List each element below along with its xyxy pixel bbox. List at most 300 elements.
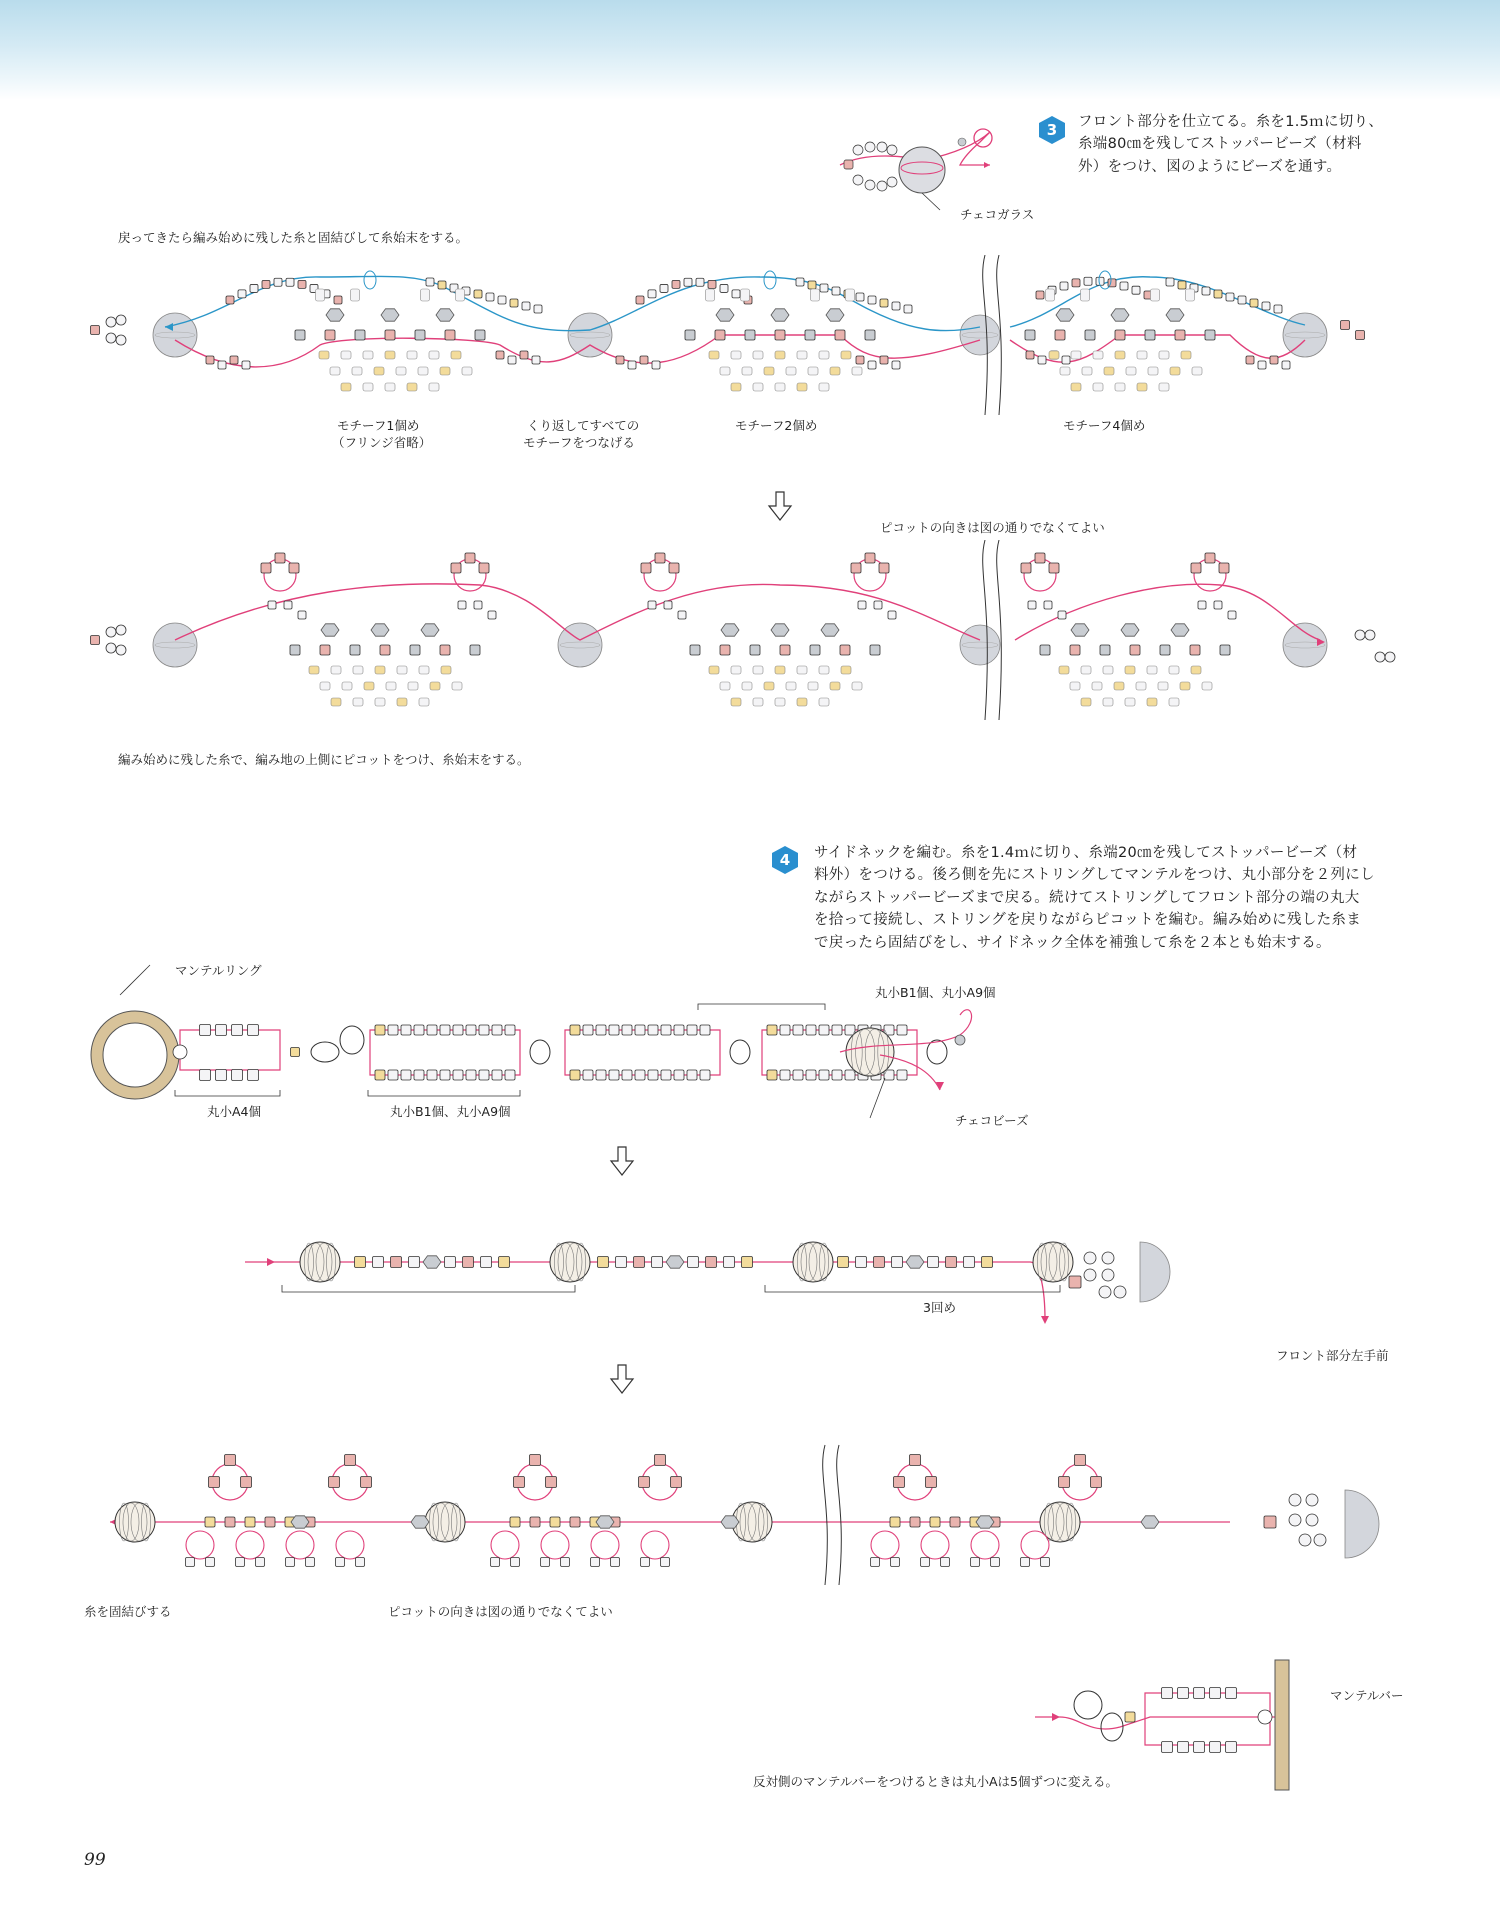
seed-bead xyxy=(397,666,407,674)
seed-bead xyxy=(690,645,700,655)
thread xyxy=(823,1445,828,1585)
seed-bead xyxy=(1085,330,1095,340)
maru-b1-a9-label-top: 丸小B1個、丸小A9個 xyxy=(875,985,996,1000)
step3-badge xyxy=(1037,115,1067,145)
round-bead xyxy=(955,1035,965,1045)
seed-bead xyxy=(331,666,341,674)
seed-bead xyxy=(453,1025,463,1035)
seed-bead xyxy=(200,1070,211,1081)
loop-bead xyxy=(311,1042,339,1062)
seed-bead xyxy=(706,289,715,301)
bracket-line xyxy=(175,1090,280,1096)
round-bead xyxy=(1385,652,1395,662)
picot-thread-loop xyxy=(921,1531,949,1559)
seed-bead xyxy=(742,367,752,375)
seed-bead xyxy=(856,356,864,364)
round-bead xyxy=(1084,1269,1096,1281)
seed-bead xyxy=(414,1025,424,1035)
seed-bead xyxy=(1145,330,1155,340)
seed-bead xyxy=(373,1257,384,1268)
seed-bead xyxy=(1136,682,1146,690)
round-bead xyxy=(1114,1286,1126,1298)
mantel-ring-icon xyxy=(97,1017,173,1093)
seed-bead xyxy=(1219,563,1229,573)
seed-bead xyxy=(865,330,875,340)
seed-bead xyxy=(797,666,807,674)
step4-line: を拾って接続し、ストリングを戻りながらピコットを編む。編み始めに残した糸ま xyxy=(814,912,1362,929)
seed-bead xyxy=(775,666,785,674)
cut-bead xyxy=(721,624,739,636)
seed-bead xyxy=(274,278,282,286)
leader-line xyxy=(120,965,150,995)
seed-bead xyxy=(396,367,406,375)
cut-bead xyxy=(1171,624,1189,636)
seed-bead xyxy=(708,280,716,288)
seed-bead xyxy=(386,682,396,690)
page-number: 99 xyxy=(84,1850,106,1870)
seed-bead xyxy=(598,1257,609,1268)
seed-bead xyxy=(350,645,360,655)
seed-bead xyxy=(1341,321,1350,330)
seed-bead xyxy=(479,1025,489,1035)
bracket-line xyxy=(368,1090,520,1096)
seed-bead xyxy=(731,698,741,706)
seed-bead xyxy=(330,367,340,375)
round-bead xyxy=(106,317,116,327)
picot-thread-loop xyxy=(491,1531,519,1559)
seed-bead xyxy=(499,1257,510,1268)
seed-bead xyxy=(316,289,325,301)
seed-bead xyxy=(1125,666,1135,674)
seed-bead xyxy=(1148,367,1158,375)
front-left-label: フロント部分左手前 xyxy=(1276,1348,1389,1363)
seed-bead xyxy=(819,666,829,674)
seed-bead xyxy=(1041,1558,1050,1567)
seed-bead xyxy=(336,1558,345,1567)
seed-bead xyxy=(286,1558,295,1567)
seed-bead xyxy=(256,1558,265,1567)
seed-bead xyxy=(786,367,796,375)
seed-bead xyxy=(808,367,818,375)
repeat-label-line2: モチーフをつなげる xyxy=(523,435,635,450)
seed-bead xyxy=(780,1070,790,1080)
seed-bead xyxy=(1130,645,1140,655)
seed-bead xyxy=(456,289,465,301)
seed-bead xyxy=(720,284,728,292)
large-round-bead xyxy=(960,625,1000,665)
seed-bead xyxy=(732,290,740,298)
czech-glass-detail-figure xyxy=(830,120,1030,220)
seed-bead xyxy=(329,1477,340,1488)
seed-bead xyxy=(275,553,285,563)
seed-bead xyxy=(375,1025,385,1035)
blue-thread-loop xyxy=(764,271,776,289)
seed-bead xyxy=(930,1517,940,1527)
round-bead xyxy=(1365,630,1375,640)
seed-bead xyxy=(248,1025,259,1036)
seed-bead xyxy=(685,330,695,340)
large-round-bead xyxy=(153,313,197,357)
seed-bead xyxy=(453,1070,463,1080)
seed-bead xyxy=(926,1477,937,1488)
seed-bead xyxy=(1091,1477,1102,1488)
seed-bead xyxy=(684,278,692,286)
round-bead xyxy=(1289,1514,1301,1526)
seed-bead xyxy=(334,296,342,304)
cut-bead xyxy=(666,1256,684,1268)
seed-bead xyxy=(230,356,238,364)
seed-bead xyxy=(1186,289,1195,301)
seed-bead xyxy=(1169,698,1179,706)
step3-number: 3 xyxy=(1046,121,1058,139)
seed-bead xyxy=(409,1257,420,1268)
seed-bead xyxy=(674,1070,684,1080)
step3-return-caption: 戻ってきたら編み始めに残した糸と固結びして糸始末をする。 xyxy=(118,230,469,245)
seed-bead xyxy=(474,290,482,298)
cut-bead xyxy=(326,309,344,321)
seed-bead xyxy=(1210,1742,1221,1753)
seed-bead xyxy=(797,698,807,706)
seed-bead xyxy=(355,1257,366,1268)
step3-line: 外）をつけ、図のようにビーズを通す。 xyxy=(1078,158,1342,175)
seed-bead xyxy=(241,1477,252,1488)
seed-bead xyxy=(1228,611,1236,619)
seed-bead xyxy=(852,367,862,375)
seed-bead xyxy=(309,666,319,674)
seed-bead xyxy=(696,278,704,286)
seed-bead xyxy=(550,1517,560,1527)
seed-bead xyxy=(648,290,656,298)
seed-bead xyxy=(764,682,774,690)
mantel-ring-label: マンテルリング xyxy=(175,963,262,978)
seed-bead xyxy=(780,1025,790,1035)
seed-bead xyxy=(964,1257,975,1268)
round-bead xyxy=(106,643,116,653)
seed-bead xyxy=(508,356,516,364)
seed-bead xyxy=(780,645,790,655)
seed-bead xyxy=(1169,666,1179,674)
seed-bead xyxy=(364,682,374,690)
seed-bead xyxy=(380,645,390,655)
seed-bead xyxy=(709,666,719,674)
seed-bead xyxy=(870,645,880,655)
seed-bead xyxy=(1035,553,1045,563)
seed-bead xyxy=(356,1558,365,1567)
seed-bead xyxy=(1238,296,1246,304)
seed-bead xyxy=(741,289,750,301)
seed-bead xyxy=(216,1025,227,1036)
thread xyxy=(1010,277,1305,327)
opposite-side-caption: 反対側のマンテルバーをつけるときは丸小Aは5個ずつに変える。 xyxy=(753,1774,1119,1789)
seed-bead xyxy=(1044,601,1052,609)
seed-bead xyxy=(1026,351,1034,359)
seed-bead xyxy=(465,553,475,563)
seed-bead xyxy=(971,1558,980,1567)
seed-bead xyxy=(897,1070,907,1080)
seed-bead xyxy=(678,611,686,619)
seed-bead xyxy=(351,289,360,301)
seed-bead xyxy=(298,280,306,288)
seed-bead xyxy=(391,1257,402,1268)
cut-bead xyxy=(906,1256,924,1268)
large-round-bead xyxy=(960,315,1000,355)
seed-bead xyxy=(510,1517,520,1527)
cut-bead xyxy=(1121,624,1139,636)
seed-bead xyxy=(429,383,439,391)
seed-bead xyxy=(1081,289,1090,301)
seed-bead xyxy=(232,1025,243,1036)
seed-bead xyxy=(819,698,829,706)
motif1-note-label: （フリンジ省略） xyxy=(332,435,432,450)
seed-bead xyxy=(205,1517,215,1527)
seed-bead xyxy=(1274,305,1282,313)
seed-bead xyxy=(374,367,384,375)
sky-header-background xyxy=(0,0,1500,100)
seed-bead xyxy=(583,1025,593,1035)
seed-bead xyxy=(750,645,760,655)
step4-line: で戻ったら固結びをし、サイドネック全体を補強して糸を２本とも始末する。 xyxy=(814,934,1331,951)
seed-bead xyxy=(514,1477,525,1488)
large-round-bead xyxy=(1283,623,1327,667)
large-round-bead xyxy=(1345,1490,1379,1558)
seed-bead xyxy=(894,1477,905,1488)
seed-bead xyxy=(209,1477,220,1488)
cut-bead xyxy=(411,1516,429,1528)
mantel-bar-label: マンテルバー xyxy=(1330,1688,1404,1703)
seed-bead xyxy=(286,278,294,286)
seed-bead xyxy=(879,563,889,573)
seed-bead xyxy=(206,356,214,364)
czech-glass-label: チェコガラス xyxy=(960,207,1035,222)
seed-bead xyxy=(491,1558,500,1567)
czech-beads-label: チェコビーズ xyxy=(955,1113,1029,1128)
seed-bead xyxy=(320,682,330,690)
seed-bead xyxy=(731,383,741,391)
seed-bead xyxy=(1062,356,1070,364)
seed-bead xyxy=(440,1070,450,1080)
seed-bead xyxy=(451,563,461,573)
seed-bead xyxy=(591,1558,600,1567)
seed-bead xyxy=(655,553,665,563)
seed-bead xyxy=(295,330,305,340)
seed-bead xyxy=(700,1070,710,1080)
large-round-bead xyxy=(568,313,612,357)
seed-bead xyxy=(1082,367,1092,375)
seed-bead xyxy=(775,698,785,706)
seed-bead xyxy=(648,1025,658,1035)
seed-bead xyxy=(1055,330,1065,340)
cut-bead xyxy=(1111,309,1129,321)
seed-bead xyxy=(492,1025,502,1035)
seed-bead xyxy=(206,1558,215,1567)
seed-bead xyxy=(1028,601,1036,609)
cut-bead xyxy=(821,624,839,636)
seed-bead xyxy=(451,351,461,359)
seed-bead xyxy=(1103,666,1113,674)
seed-bead xyxy=(805,330,815,340)
seed-bead xyxy=(408,682,418,690)
seed-bead xyxy=(841,351,851,359)
maru-b1-a9-label-bottom: 丸小B1個、丸小A9個 xyxy=(390,1104,511,1119)
round-bead xyxy=(1306,1514,1318,1526)
seed-bead xyxy=(852,682,862,690)
seed-bead xyxy=(262,280,270,288)
seed-bead xyxy=(892,361,900,369)
seed-bead xyxy=(616,356,624,364)
picot-thread-loop xyxy=(186,1531,214,1559)
seed-bead xyxy=(570,1070,580,1080)
seed-bead xyxy=(639,1477,650,1488)
thread xyxy=(1145,1693,1270,1745)
seed-bead xyxy=(414,1070,424,1080)
seed-bead xyxy=(661,1558,670,1567)
seed-bead xyxy=(385,351,395,359)
seed-bead xyxy=(636,296,644,304)
seed-bead xyxy=(890,1517,900,1527)
seed-bead xyxy=(753,666,763,674)
seed-bead xyxy=(325,330,335,340)
cut-bead xyxy=(1141,1516,1159,1528)
seed-bead xyxy=(1160,645,1170,655)
seed-bead xyxy=(511,1558,520,1567)
mantel-ring-outline xyxy=(91,1011,179,1099)
seed-bead xyxy=(1162,1688,1173,1699)
seed-bead xyxy=(341,351,351,359)
motif4-label: モチーフ4個め xyxy=(1063,418,1146,433)
seed-bead xyxy=(1046,289,1055,301)
seed-bead xyxy=(375,1070,385,1080)
seed-bead xyxy=(1025,330,1035,340)
seed-bead xyxy=(419,666,429,674)
seed-bead xyxy=(530,1517,540,1527)
seed-bead xyxy=(648,601,656,609)
seed-bead xyxy=(635,1025,645,1035)
seed-bead xyxy=(341,383,351,391)
round-bead xyxy=(1102,1252,1114,1264)
round-bead xyxy=(1099,1286,1111,1298)
seed-bead xyxy=(786,682,796,690)
seed-bead xyxy=(218,361,226,369)
seed-bead xyxy=(884,1070,894,1080)
seed-bead xyxy=(1069,1276,1081,1288)
seed-bead xyxy=(641,1558,650,1567)
cut-bead xyxy=(436,309,454,321)
seed-bead xyxy=(1159,351,1169,359)
seed-bead xyxy=(541,1558,550,1567)
seed-bead xyxy=(775,351,785,359)
seed-bead xyxy=(835,330,845,340)
motif1-label: モチーフ1個め xyxy=(337,418,420,433)
seed-bead xyxy=(452,682,462,690)
step4-line: 料外）をつける。後ろ側を先にストリングしてマンテルをつけ、丸小部分を２列にし xyxy=(814,867,1375,884)
seed-bead xyxy=(991,1558,1000,1567)
seed-bead xyxy=(819,351,829,359)
seed-bead xyxy=(1226,1688,1237,1699)
seed-bead xyxy=(1103,698,1113,706)
cut-bead xyxy=(976,1516,994,1528)
seed-bead xyxy=(672,280,680,288)
seed-bead xyxy=(868,296,876,304)
seed-bead xyxy=(982,1257,993,1268)
seed-bead xyxy=(261,563,271,573)
seed-bead xyxy=(1166,278,1174,286)
seed-bead xyxy=(846,289,855,301)
seed-bead xyxy=(570,1517,580,1527)
seed-bead xyxy=(775,383,785,391)
seed-bead xyxy=(888,611,896,619)
bracket-line xyxy=(698,1004,825,1010)
seed-bead xyxy=(186,1558,195,1567)
maru-a4-label: 丸小A4個 xyxy=(207,1104,262,1119)
seed-bead xyxy=(445,1257,456,1268)
seed-bead xyxy=(840,645,850,655)
seed-bead xyxy=(1226,293,1234,301)
seed-bead xyxy=(652,361,660,369)
seed-bead xyxy=(466,1070,476,1080)
thread xyxy=(1035,1717,1280,1729)
round-bead xyxy=(1258,1710,1272,1724)
large-round-bead xyxy=(1283,313,1327,357)
picot-note-label-bottom: ピコットの向きは図の通りでなくてよい xyxy=(388,1604,613,1619)
seed-bead xyxy=(91,326,100,335)
seed-bead xyxy=(375,698,385,706)
seed-bead xyxy=(441,666,451,674)
seed-bead xyxy=(796,278,804,286)
cut-bead xyxy=(291,1516,309,1528)
cut-bead xyxy=(721,1516,739,1528)
seed-bead xyxy=(561,1558,570,1567)
round-bead xyxy=(1299,1534,1311,1546)
bracket-line xyxy=(765,1285,1060,1292)
seed-bead xyxy=(797,351,807,359)
picot-note-label-top: ピコットの向きは図の通りでなくてよい xyxy=(880,520,1105,535)
seed-bead xyxy=(530,1455,541,1466)
seed-bead xyxy=(1205,330,1215,340)
repeat-label-line1: くり返してすべての xyxy=(527,418,640,433)
seed-bead xyxy=(1214,290,1222,298)
seed-bead xyxy=(265,1517,275,1527)
seed-bead xyxy=(250,284,258,292)
seed-bead xyxy=(418,367,428,375)
seed-bead xyxy=(445,330,455,340)
seed-bead xyxy=(1210,1688,1221,1699)
seed-bead xyxy=(622,1025,632,1035)
cut-bead xyxy=(381,309,399,321)
cut-bead xyxy=(771,624,789,636)
seed-bead xyxy=(488,611,496,619)
round-bead xyxy=(106,627,116,637)
seed-bead xyxy=(731,351,741,359)
seed-bead xyxy=(342,682,352,690)
seed-bead xyxy=(806,1070,816,1080)
seed-bead xyxy=(715,330,725,340)
seed-bead xyxy=(674,1025,684,1035)
seed-bead xyxy=(753,351,763,359)
seed-bead xyxy=(479,563,489,573)
seed-bead xyxy=(268,601,276,609)
seed-bead xyxy=(856,1257,867,1268)
seed-bead xyxy=(1070,645,1080,655)
seed-bead xyxy=(352,367,362,375)
cut-bead xyxy=(423,1256,441,1268)
seed-bead xyxy=(242,361,250,369)
seed-bead xyxy=(1093,351,1103,359)
seed-bead xyxy=(385,330,395,340)
seed-bead xyxy=(331,698,341,706)
seed-bead xyxy=(216,1070,227,1081)
seed-bead xyxy=(628,361,636,369)
seed-bead xyxy=(838,1257,849,1268)
